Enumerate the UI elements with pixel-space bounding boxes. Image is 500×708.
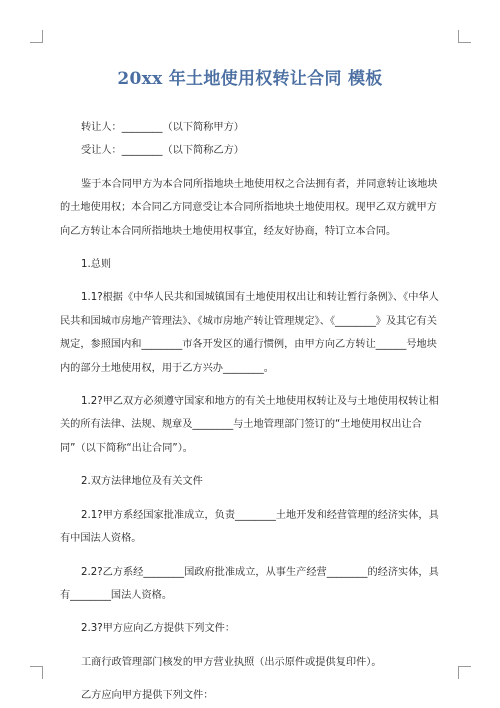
preamble-paragraph: 鉴于本合同甲方为本合同所指地块土地使用权之合法拥有者，并同意转让该地块的土地使用权；本合同乙方同意受让本合同所指地块土地使用权。现甲乙双方就甲方向乙方转让本合同所指地块土地使用权事宜，经友好协商，特订立本合同。 xyxy=(60,178,438,237)
section-heading-legal-status: 2.双方法律地位及有关文件 xyxy=(81,476,203,488)
clause-2-2: 2.2?乙方系经________国政府批准成立，从事生产经营________的经济实体，具有________国法人资格。 xyxy=(60,566,439,601)
section-heading-general: 1.总则 xyxy=(81,259,112,271)
clause-1-2: 1.2?甲乙双方必须遵守国家和地方的有关土地使用权转让及与土地使用权转让相关的所有法律、法规、规章及________与土地管理部门签订的“土地使用权出让合同”（以下简称“出让合同”）。 xyxy=(60,396,439,454)
party-transferor-line: 转让人：________（以下简称甲方） xyxy=(81,122,244,133)
document-title: 20xx 年土地使用权转让合同 模板 xyxy=(117,69,383,89)
crop-mark-top-right xyxy=(458,30,471,43)
document-body xyxy=(60,116,442,708)
crop-mark-bottom-left xyxy=(30,666,43,679)
crop-mark-top-left xyxy=(30,30,43,43)
crop-mark-bottom-right xyxy=(458,666,471,679)
clause-1-1: 1.1?根据《中华人民共和国城镇国有土地使用权出让和转让暂行条例》、《中华人民共和国城市房地产管理法》、《城市房地产转让管理规定》、《________》及其它有关规定，参照国内和________市各开发区的通行惯例，由甲方向乙方转让______号地块内的部分土地使用权，用于乙方兴办________。 xyxy=(60,292,439,374)
party-transferee-line: 受让人：________（以下简称乙方） xyxy=(81,145,244,157)
clause-2-3-item: 工商行政管理部门核发的甲方营业执照（出示原件或提供复印件）。 xyxy=(81,656,382,668)
clause-2-1: 2.1?甲方系经国家批准成立，负责________土地开发和经营管理的经济实体，具有中国法人资格。 xyxy=(60,509,439,545)
clause-2-3-transferee-docs: 乙方应向甲方提供下列文件： xyxy=(81,690,214,702)
clause-2-3: 2.3?甲方应向乙方提供下列文件： xyxy=(81,623,236,635)
